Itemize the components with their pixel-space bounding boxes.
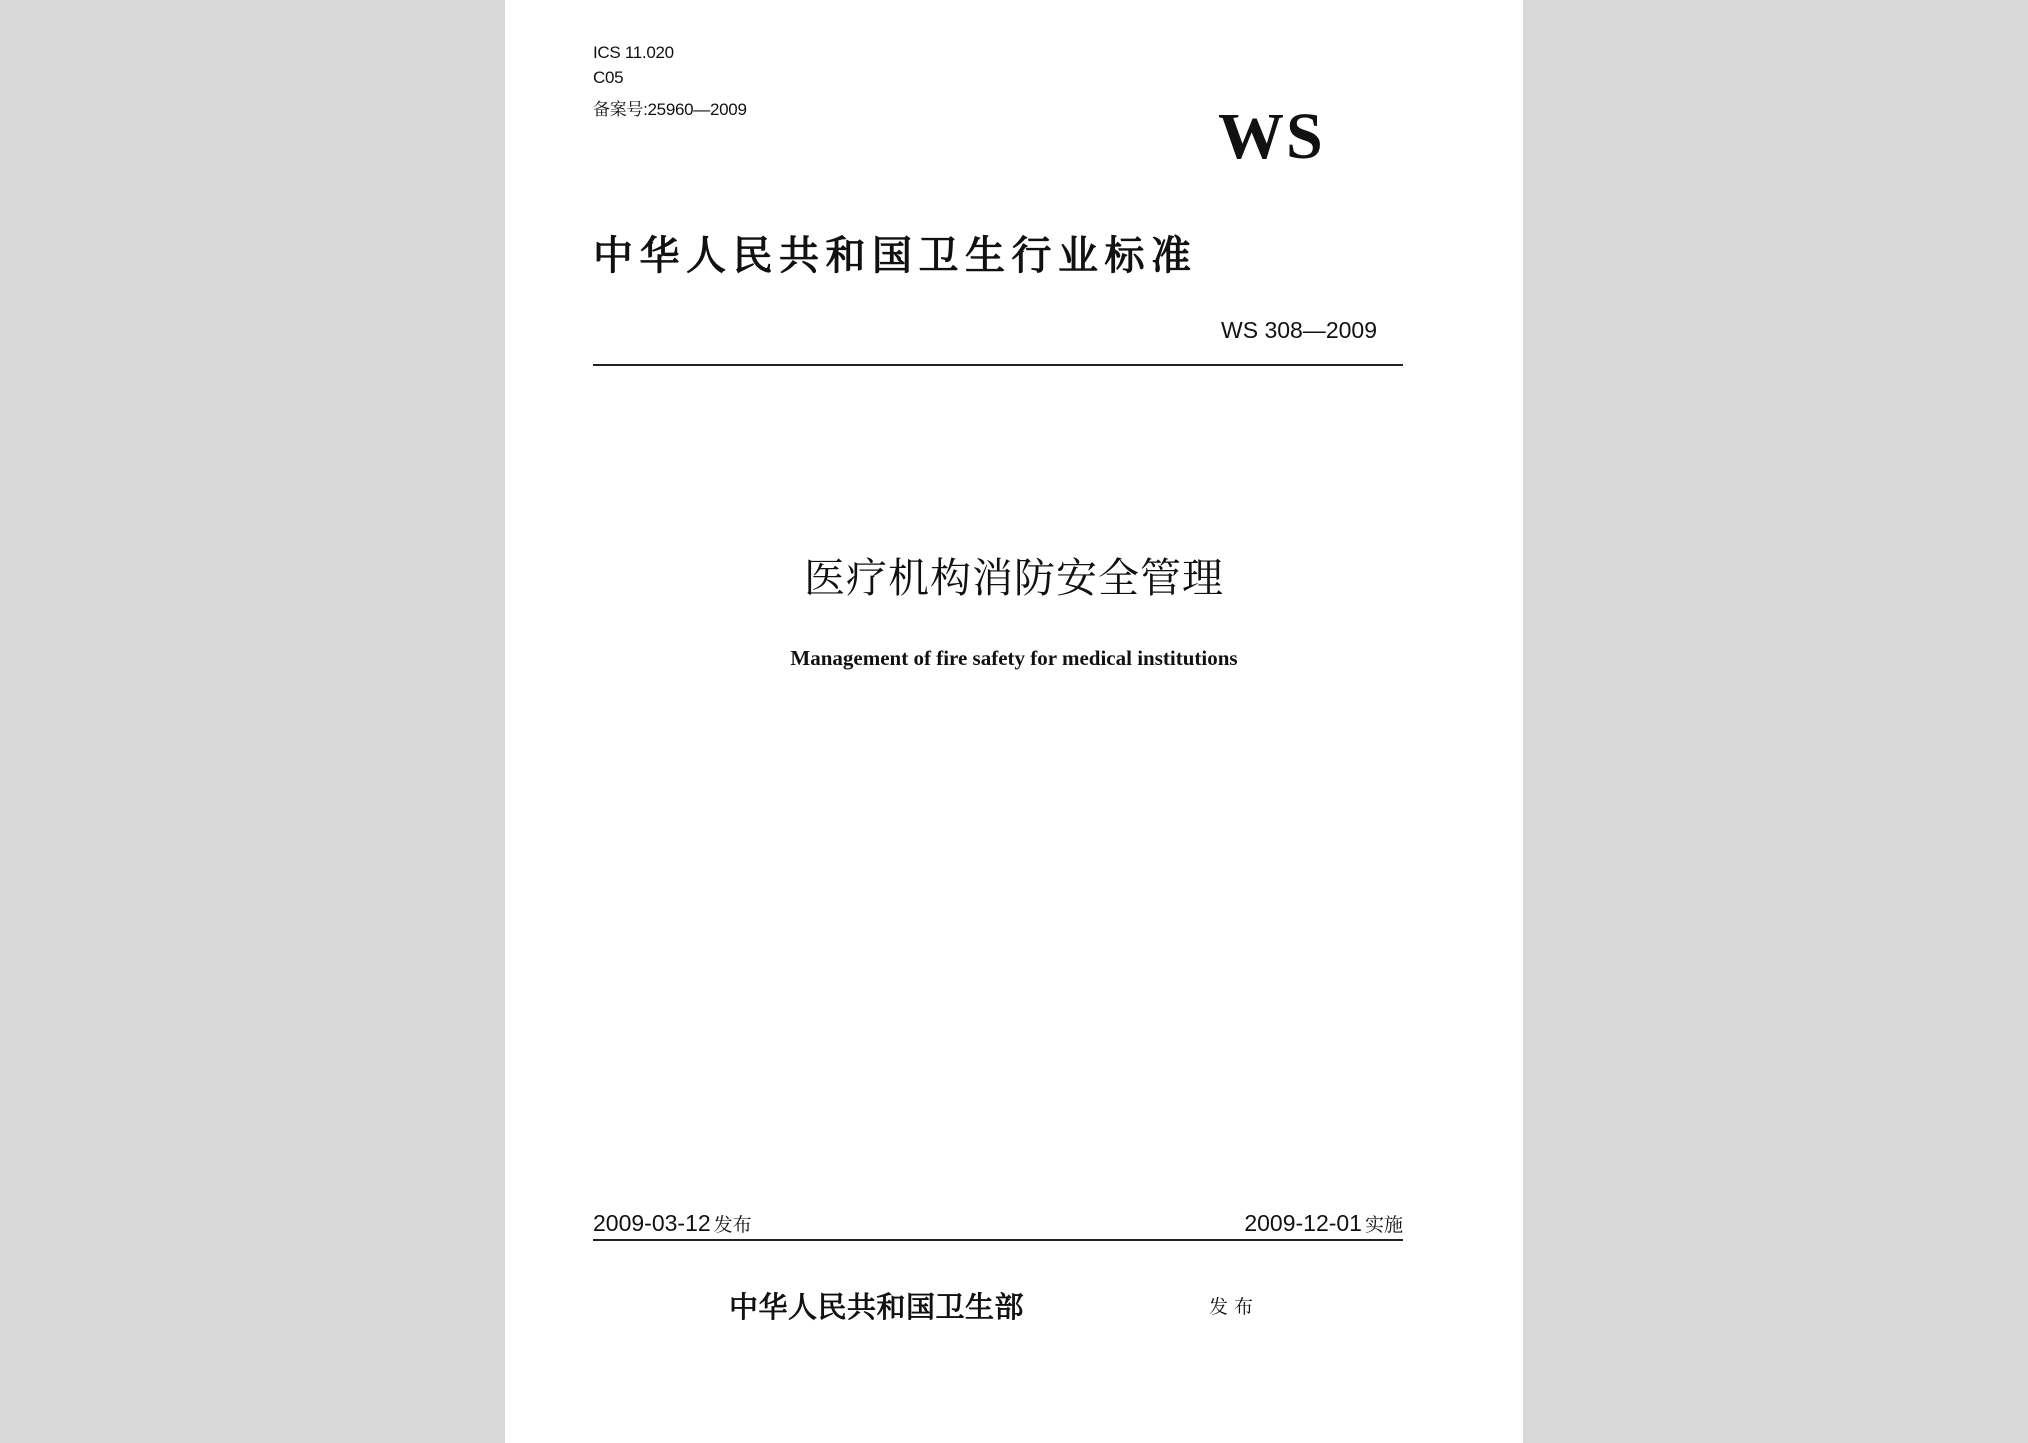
implement-date: 2009-12-01 bbox=[1244, 1210, 1362, 1236]
ccs-code: C05 bbox=[593, 68, 624, 87]
implement-label: 实施 bbox=[1364, 1214, 1403, 1236]
publish-label: 发布 bbox=[713, 1214, 752, 1236]
document-page bbox=[505, 0, 1523, 1443]
standard-category: 中华人民共和国卫生行业标准 bbox=[593, 233, 1198, 279]
ics-code: ICS 11.020 bbox=[593, 43, 674, 62]
date-divider bbox=[593, 1239, 1403, 1241]
document-title-english: Management of fire safety for medical institutions bbox=[790, 646, 1238, 670]
standard-number: WS 308—2009 bbox=[1221, 317, 1377, 343]
filing-number: 备案号:25960—2009 bbox=[593, 100, 747, 119]
ws-brand-mark: WS bbox=[1218, 100, 1325, 173]
publish-date: 2009-03-12 bbox=[593, 1210, 711, 1236]
publish-date-line bbox=[593, 1210, 752, 1238]
document-title-chinese: 医疗机构消防安全管理 bbox=[804, 554, 1224, 602]
implement-date-line bbox=[1244, 1210, 1403, 1238]
header-divider bbox=[593, 364, 1403, 366]
issuer-name: 中华人民共和国卫生部 bbox=[729, 1290, 1025, 1324]
issuer-suffix: 发布 bbox=[1209, 1296, 1260, 1318]
